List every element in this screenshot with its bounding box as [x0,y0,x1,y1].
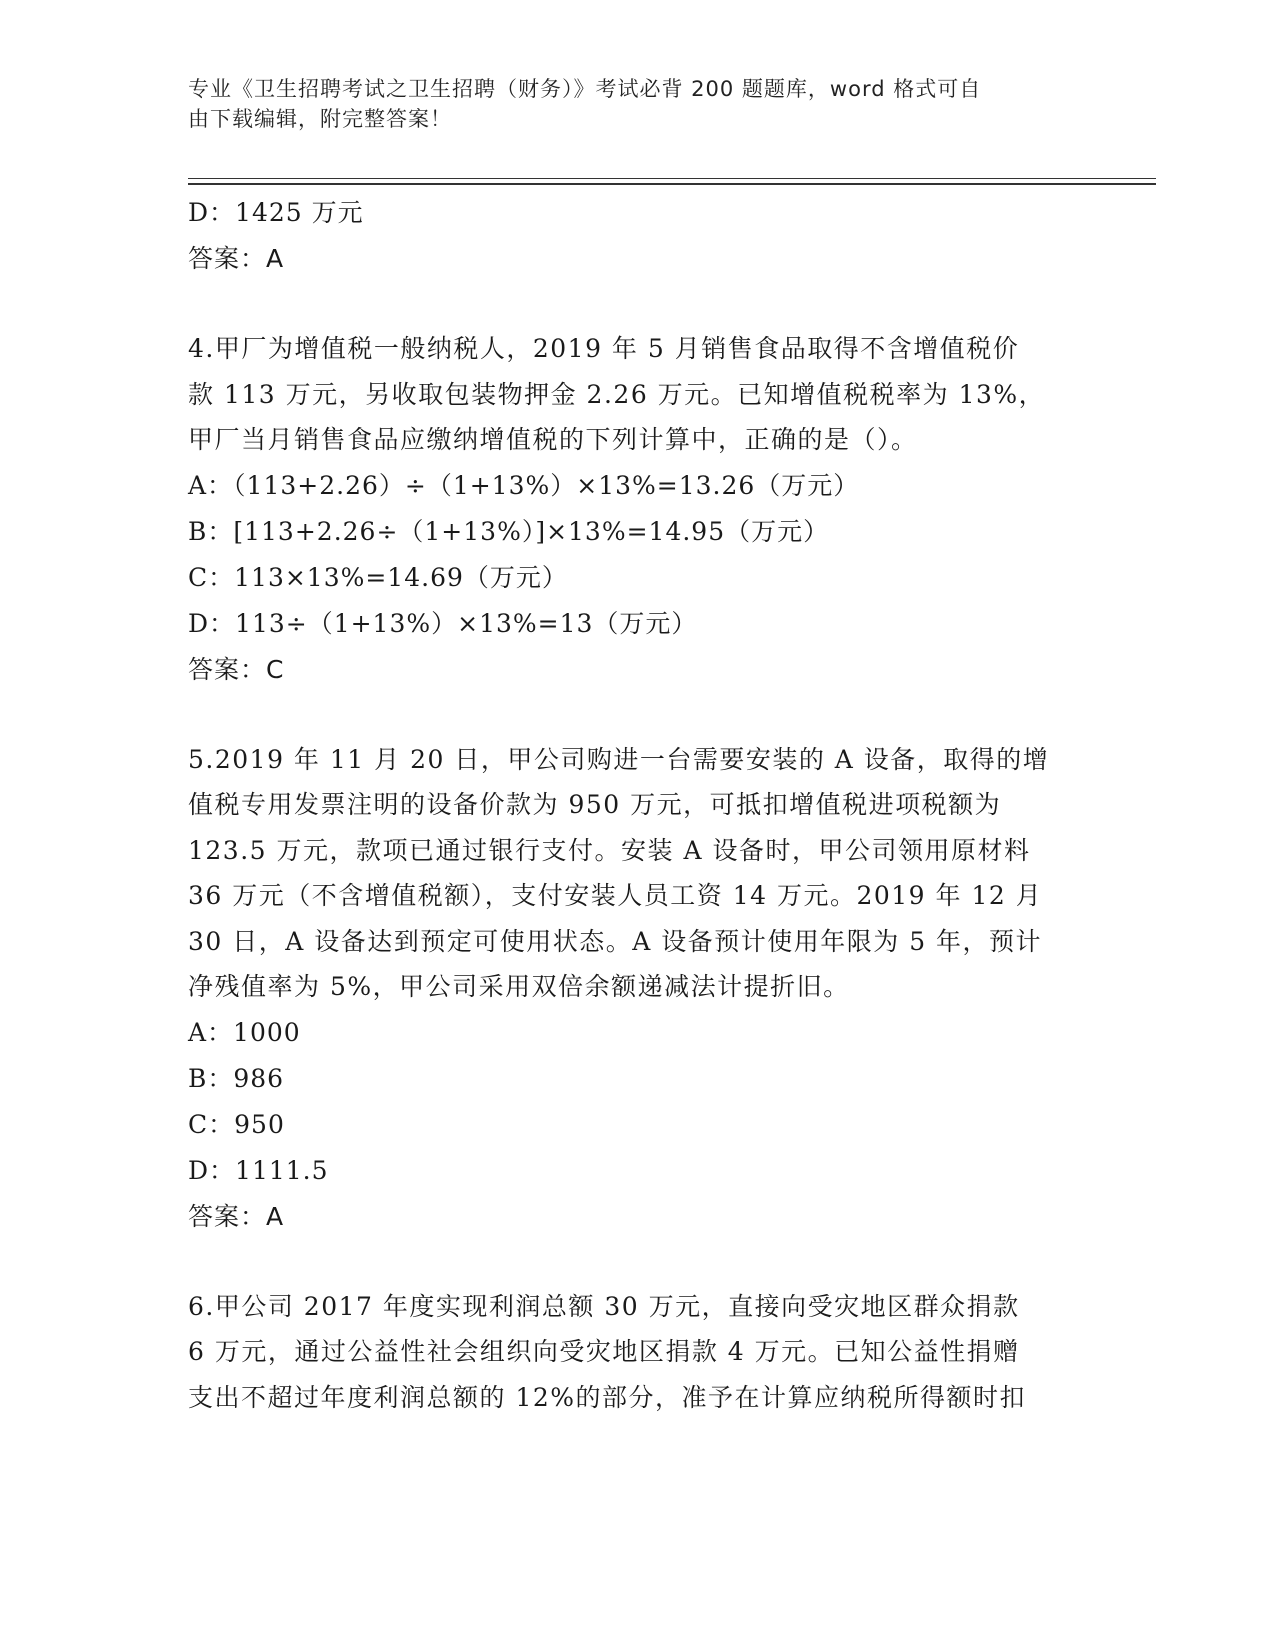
question-4-line-1: 4.甲厂为增值税一般纳税人，2019 年 5 月销售食品取得不含增值税价 [188,334,1020,363]
question-4-line-2: 款 113 万元，另收取包装物押金 2.26 万元。已知增值税税率为 13%， [188,379,1046,409]
spacer [188,1240,1088,1284]
question-6-line-2: 6 万元，通过公益性社会组织向受灾地区捐款 4 万元。已知公益性捐赠 [188,1337,1020,1366]
question-5-line-2: 值税专用发票注明的设备价款为 950 万元，可抵扣增值税进项税额为 [188,790,1002,819]
question-5-option-a: A：1000 [188,1017,301,1047]
question-5 [188,737,1088,1240]
question-5-line-6: 净残值率为 5%，甲公司采用双倍余额递减法计提折旧。 [188,972,850,1001]
question-4 [188,326,1088,693]
question-4-option-d: D：113÷（1+13%）×13%=13（万元） [188,608,698,638]
question-4-line-3: 甲厂当月销售食品应缴纳增值税的下列计算中，正确的是（）。 [188,425,918,454]
question-5-answer: 答案：A [188,1201,285,1231]
header-line-1: 专业《卫生招聘考试之卫生招聘（财务）》考试必背 200 题题库，word 格式可自 [188,77,982,101]
header-divider-thick [188,183,1156,185]
spacer [188,282,1088,326]
question-5-line-5: 30 日，A 设备达到预定可使用状态。A 设备预计使用年限为 5 年，预计 [188,926,1043,956]
question-5-option-b: B：986 [188,1063,285,1093]
question-5-line-3: 123.5 万元，款项已通过银行支付。安装 A 设备时，甲公司领用原材料 [188,835,1031,865]
question-5-option-c: C：950 [188,1109,285,1139]
question-6-line-3: 支出不超过年度利润总额的 12%的部分，准予在计算应纳税所得额时扣 [188,1382,1027,1412]
question-4-option-b: B：[113+2.26÷（1+13%）]×13%=14.95（万元） [188,516,830,546]
spacer [188,693,1088,737]
document-body [188,190,1088,1420]
question-5-option-d: D：1111.5 [188,1155,329,1185]
question-6-line-1: 6.甲公司 2017 年度实现利润总额 30 万元，直接向受灾地区群众捐款 [188,1291,1020,1321]
header-divider-thin [188,178,1156,179]
document-header [188,74,1088,134]
question-5-line-4: 36 万元（不含增值税额），支付安装人员工资 14 万元。2019 年 12 月 [188,881,1043,910]
question-4-option-a: A：（113+2.26）÷（1+13%）×13%=13.26（万元） [188,470,860,500]
header-line-2: 由下载编辑，附完整答案！ [188,107,452,131]
prev-answer: 答案：A [188,244,285,273]
prev-option-d: D：1425 万元 [188,198,364,227]
question-6 [188,1284,1088,1421]
question-4-option-c: C：113×13%=14.69（万元） [188,562,568,592]
question-5-line-1: 5.2019 年 11 月 20 日，甲公司购进一台需要安装的 A 设备，取得的增 [188,744,1050,774]
question-4-answer: 答案：C [188,654,285,684]
